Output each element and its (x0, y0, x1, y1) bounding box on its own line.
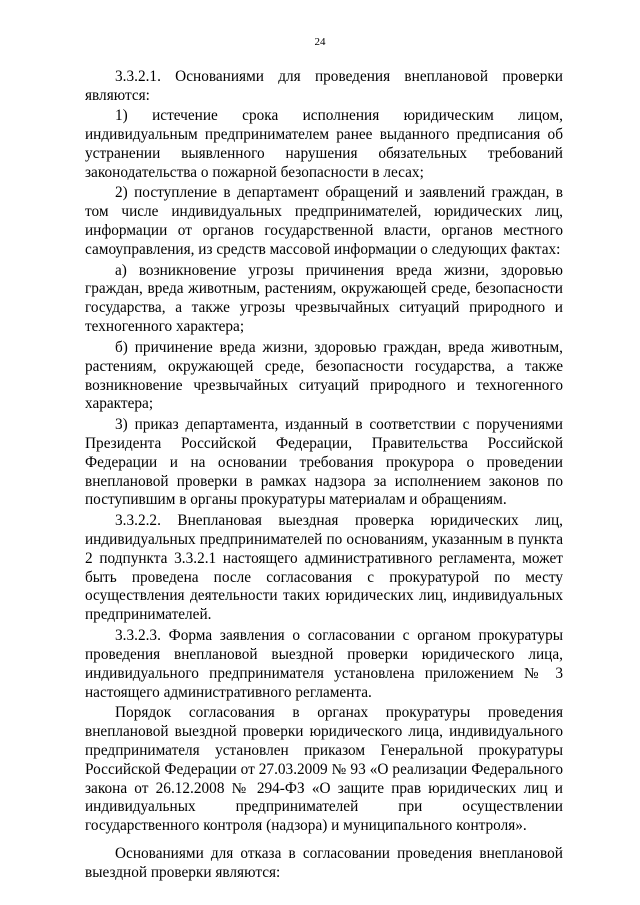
paragraph-item-3: 3) приказ департамента, изданный в соответствии с поручениями Президента Российской Федерации, Правительства Российской Федерации и на основании требования прокурора о проведении внеплановой проверки в рамках надзора за исполнением законов по поступившим в органы прокуратуры материалам и обращениям. (85, 415, 563, 509)
paragraph-item-2: 2) поступление в департамент обращений и заявлений граждан, в том числе индивидуальных предпринимателей, юридических лиц, информации от органов государственной власти, органов местного самоуправления, из средств массовой информации о следующих фактах: (85, 184, 563, 259)
paragraph-refusal-grounds: Основаниями для отказа в согласовании проведения внеплановой выездной проверки являются: (85, 845, 563, 882)
paragraph-item-a: а) возникновение угрозы причинения вреда жизни, здоровью граждан, вреда животным, растениям, окружающей среде, безопасности государства, а также угрозы чрезвычайных ситуаций природного и техногенного характера; (85, 261, 563, 336)
paragraph-item-b: б) причинение вреда жизни, здоровью граждан, вреда животным, растениям, окружающей среде, безопасности государства, а также возникновение чрезвычайных ситуаций природного и техногенного характера; (85, 338, 563, 413)
paragraph-procedure: Порядок согласования в органах прокуратуры проведения внеплановой выездной проверки юридического лица, индивидуального предпринимателя установлен приказом Генеральной прокуратуры Российской Федерации от 27.03.2009 № 93 «О реализации Федерального закона от 26.12.2008 № 294-ФЗ «О защите прав юридических лиц и индивидуальных предпринимателей при осуществлении государственного контроля (надзора) и муниципального контроля». (85, 703, 563, 835)
paragraph-3-3-2-2: 3.3.2.2. Внеплановая выездная проверка юридических лиц, индивидуальных предпринимателей по основаниям, указанным в пункта 2 подпункта 3.3.2.1 настоящего административного регламента, может быть проведена после согласования с прокуратурой по месту осуществления деятельности таких юридических лиц, индивидуальных предпринимателей. (85, 511, 563, 624)
paragraph-item-1: 1) истечение срока исполнения юридическим лицом, индивидуальным предпринимателем ранее выданного предписания об устранении выявленного нарушения обязательных требований законодательства о пожарной безопасности в лесах; (85, 107, 563, 182)
paragraph-3-3-2-1: 3.3.2.1. Основаниями для проведения внеплановой проверки являются: (85, 68, 563, 104)
paragraph-3-3-2-3: 3.3.2.3. Форма заявления о согласовании с органом прокуратуры проведения внеплановой выездной проверки юридического лица, индивидуального предпринимателя установлена приложением № 3 настоящего административного регламента. (85, 626, 563, 701)
page-number: 24 (314, 36, 326, 48)
document-body (85, 68, 563, 885)
